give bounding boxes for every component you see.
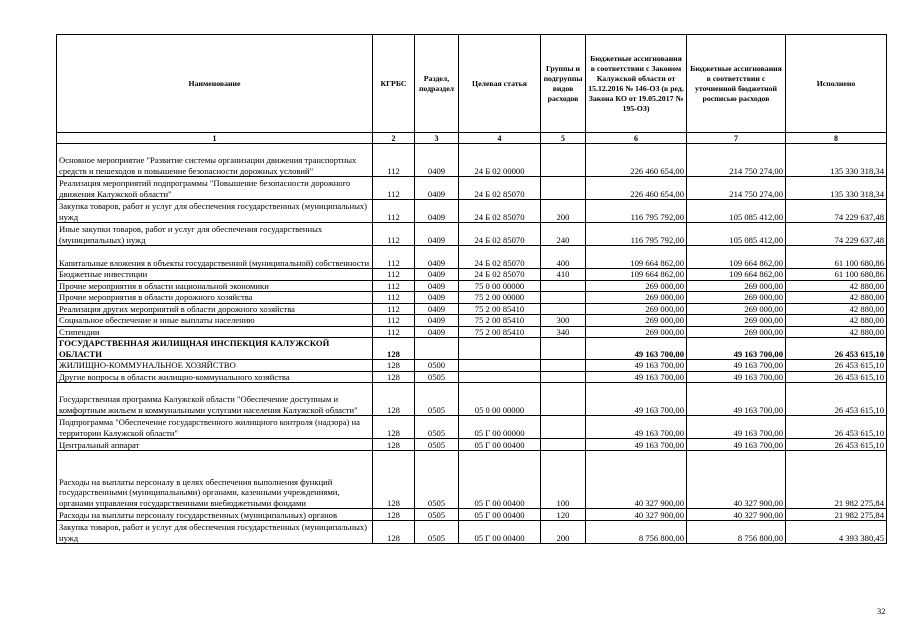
column-number: 4 <box>459 133 541 144</box>
row-executed: 42 880,00 <box>786 315 887 327</box>
row-executed: 42 880,00 <box>786 292 887 304</box>
row-kgrbs: 112 <box>373 303 415 315</box>
row-assign-refined: 8 756 800,00 <box>687 521 786 544</box>
row-executed: 42 880,00 <box>786 303 887 315</box>
row-name: ЖИЛИЩНО-КОММУНАЛЬНОЕ ХОЗЯЙСТВО <box>57 360 373 372</box>
row-name: Закупка товаров, работ и услуг для обеспечения государственных (муниципальных) нужд <box>57 521 373 544</box>
row-executed: 26 453 615,10 <box>786 383 887 416</box>
header-kgrbs: КГРБС <box>373 35 415 133</box>
table-row <box>57 223 887 246</box>
row-section: 0500 <box>415 360 459 372</box>
row-target: 05 Г 00 00400 <box>459 509 541 521</box>
row-section: 0409 <box>415 177 459 200</box>
table-row <box>57 451 887 509</box>
row-kgrbs: 112 <box>373 292 415 304</box>
table-row <box>57 144 887 177</box>
table-row <box>57 246 887 269</box>
row-assign-law: 116 795 792,00 <box>586 223 687 246</box>
row-target: 75 2 00 85410 <box>459 303 541 315</box>
table-row <box>57 200 887 223</box>
row-executed: 74 229 637,48 <box>786 200 887 223</box>
table-row <box>57 269 887 281</box>
row-group <box>541 338 586 360</box>
header-name: Наименование <box>57 35 373 133</box>
row-group: 300 <box>541 315 586 327</box>
row-assign-refined: 269 000,00 <box>687 303 786 315</box>
header-assign-refined: Бюджетные ассигнования в соответствии с уточненной бюджетной росписью расходов <box>687 35 786 133</box>
table-row <box>57 383 887 416</box>
row-assign-law: 269 000,00 <box>586 280 687 292</box>
row-assign-refined: 40 327 900,00 <box>687 451 786 509</box>
row-target: 05 Г 00 00400 <box>459 451 541 509</box>
row-section: 0409 <box>415 246 459 269</box>
row-section: 0409 <box>415 326 459 338</box>
row-assign-refined: 49 163 700,00 <box>687 338 786 360</box>
column-number: 1 <box>57 133 373 144</box>
row-section: 0505 <box>415 416 459 439</box>
row-target: 24 Б 02 85070 <box>459 246 541 269</box>
row-assign-refined: 214 750 274,00 <box>687 144 786 177</box>
row-section: 0409 <box>415 280 459 292</box>
row-assign-refined: 269 000,00 <box>687 315 786 327</box>
row-name: Центральный аппарат <box>57 439 373 451</box>
row-group: 410 <box>541 269 586 281</box>
row-name: Подпрограмма "Обеспечение государственного жилищного контроля (надзора) на территории Калужской области" <box>57 416 373 439</box>
column-number: 2 <box>373 133 415 144</box>
row-section: 0409 <box>415 292 459 304</box>
row-assign-law: 40 327 900,00 <box>586 509 687 521</box>
header-target: Целевая статья <box>459 35 541 133</box>
row-name: Реализация других мероприятий в области дорожного хозяйства <box>57 303 373 315</box>
row-target: 24 Б 02 85070 <box>459 223 541 246</box>
row-section: 0409 <box>415 144 459 177</box>
row-assign-law: 269 000,00 <box>586 315 687 327</box>
table-row <box>57 303 887 315</box>
row-group <box>541 303 586 315</box>
row-executed: 61 100 680,86 <box>786 246 887 269</box>
row-section: 0505 <box>415 521 459 544</box>
row-assign-refined: 105 085 412,00 <box>687 223 786 246</box>
row-kgrbs: 128 <box>373 338 415 360</box>
row-name: Капитальные вложения в объекты государственной (муниципальной) собственности <box>57 246 373 269</box>
row-executed: 135 330 318,34 <box>786 177 887 200</box>
row-assign-refined: 269 000,00 <box>687 326 786 338</box>
row-group <box>541 280 586 292</box>
row-group: 120 <box>541 509 586 521</box>
row-assign-law: 226 460 654,00 <box>586 177 687 200</box>
row-assign-law: 49 163 700,00 <box>586 338 687 360</box>
table-body <box>57 144 887 544</box>
row-name: Прочие мероприятия в области национальной экономики <box>57 280 373 292</box>
row-target: 75 2 00 85410 <box>459 315 541 327</box>
row-kgrbs: 112 <box>373 246 415 269</box>
row-group <box>541 360 586 372</box>
row-kgrbs: 112 <box>373 326 415 338</box>
row-assign-refined: 49 163 700,00 <box>687 371 786 383</box>
row-assign-refined: 269 000,00 <box>687 292 786 304</box>
row-target: 05 Г 00 00400 <box>459 521 541 544</box>
row-assign-law: 49 163 700,00 <box>586 416 687 439</box>
row-assign-refined: 109 664 862,00 <box>687 269 786 281</box>
row-kgrbs: 128 <box>373 521 415 544</box>
page-number: 32 <box>877 606 886 616</box>
row-section: 0505 <box>415 509 459 521</box>
row-kgrbs: 112 <box>373 269 415 281</box>
row-assign-refined: 214 750 274,00 <box>687 177 786 200</box>
budget-page <box>56 34 886 544</box>
table-row <box>57 292 887 304</box>
row-kgrbs: 112 <box>373 144 415 177</box>
row-target <box>459 371 541 383</box>
row-assign-law: 49 163 700,00 <box>586 439 687 451</box>
table-row <box>57 521 887 544</box>
row-section: 0505 <box>415 371 459 383</box>
row-executed: 135 330 318,34 <box>786 144 887 177</box>
row-target: 75 0 00 00000 <box>459 280 541 292</box>
row-target: 05 Г 00 00000 <box>459 416 541 439</box>
row-section: 0409 <box>415 269 459 281</box>
row-assign-law: 49 163 700,00 <box>586 360 687 372</box>
row-name: Стипендии <box>57 326 373 338</box>
row-name: Реализация мероприятий подпрограммы "Повышение безопасности дорожного движения Калужской области" <box>57 177 373 200</box>
row-section: 0409 <box>415 315 459 327</box>
row-name: Государственная программа Калужской области "Обеспечение доступным и комфортным жильем и коммунальными услугами населения Калужской области" <box>57 383 373 416</box>
row-assign-refined: 49 163 700,00 <box>687 439 786 451</box>
row-assign-refined: 49 163 700,00 <box>687 383 786 416</box>
row-kgrbs: 128 <box>373 360 415 372</box>
table-row <box>57 509 887 521</box>
header-section: Раздел, подраздел <box>415 35 459 133</box>
row-assign-law: 116 795 792,00 <box>586 200 687 223</box>
row-target <box>459 360 541 372</box>
table-row <box>57 326 887 338</box>
row-group: 240 <box>541 223 586 246</box>
table-row <box>57 280 887 292</box>
row-group: 200 <box>541 200 586 223</box>
row-executed: 74 229 637,48 <box>786 223 887 246</box>
row-assign-law: 8 756 800,00 <box>586 521 687 544</box>
row-name: ГОСУДАРСТВЕННАЯ ЖИЛИЩНАЯ ИНСПЕКЦИЯ КАЛУЖСКОЙ ОБЛАСТИ <box>57 338 373 360</box>
row-executed: 4 393 380,45 <box>786 521 887 544</box>
row-kgrbs: 128 <box>373 451 415 509</box>
row-assign-law: 49 163 700,00 <box>586 371 687 383</box>
row-name: Прочие мероприятия в области дорожного хозяйства <box>57 292 373 304</box>
row-assign-law: 226 460 654,00 <box>586 144 687 177</box>
row-kgrbs: 128 <box>373 416 415 439</box>
row-executed: 26 453 615,10 <box>786 371 887 383</box>
row-section: 0409 <box>415 200 459 223</box>
row-kgrbs: 128 <box>373 383 415 416</box>
table-row <box>57 371 887 383</box>
row-section: 0409 <box>415 303 459 315</box>
row-kgrbs: 112 <box>373 280 415 292</box>
row-name: Иные закупки товаров, работ и услуг для обеспечения государственных (муниципальных) нужд <box>57 223 373 246</box>
row-executed: 42 880,00 <box>786 326 887 338</box>
row-group <box>541 292 586 304</box>
row-assign-law: 40 327 900,00 <box>586 451 687 509</box>
row-section <box>415 338 459 360</box>
row-assign-law: 49 163 700,00 <box>586 383 687 416</box>
header-executed: Исполнено <box>786 35 887 133</box>
row-group: 200 <box>541 521 586 544</box>
row-section: 0505 <box>415 451 459 509</box>
header-groups: Группы и подгруппы видов расходов <box>541 35 586 133</box>
row-executed: 21 982 275,84 <box>786 509 887 521</box>
column-number-row <box>57 133 887 144</box>
row-target: 75 2 00 00000 <box>459 292 541 304</box>
row-kgrbs: 112 <box>373 177 415 200</box>
row-target <box>459 338 541 360</box>
row-assign-refined: 40 327 900,00 <box>687 509 786 521</box>
row-group: 400 <box>541 246 586 269</box>
column-number: 6 <box>586 133 687 144</box>
row-group <box>541 416 586 439</box>
row-group: 100 <box>541 451 586 509</box>
row-section: 0409 <box>415 223 459 246</box>
row-target: 24 Б 02 85070 <box>459 177 541 200</box>
row-assign-refined: 105 085 412,00 <box>687 200 786 223</box>
row-name: Закупка товаров, работ и услуг для обеспечения государственных (муниципальных) нужд <box>57 200 373 223</box>
header-row <box>57 35 887 133</box>
row-target: 75 2 00 85410 <box>459 326 541 338</box>
row-group <box>541 371 586 383</box>
row-target: 24 Б 02 00000 <box>459 144 541 177</box>
table-row <box>57 439 887 451</box>
row-group <box>541 383 586 416</box>
row-group <box>541 144 586 177</box>
row-kgrbs: 128 <box>373 371 415 383</box>
row-assign-refined: 49 163 700,00 <box>687 360 786 372</box>
column-number: 7 <box>687 133 786 144</box>
column-number: 3 <box>415 133 459 144</box>
row-name: Основное мероприятие "Развитие системы организации движения транспортных средств и пешеходов и повышение безопасности дорожных условий" <box>57 144 373 177</box>
row-assign-law: 109 664 862,00 <box>586 269 687 281</box>
table-row <box>57 315 887 327</box>
row-assign-law: 269 000,00 <box>586 303 687 315</box>
column-number: 5 <box>541 133 586 144</box>
row-executed: 61 100 680,86 <box>786 269 887 281</box>
row-assign-law: 269 000,00 <box>586 326 687 338</box>
row-kgrbs: 112 <box>373 223 415 246</box>
table-row <box>57 338 887 360</box>
row-executed: 26 453 615,10 <box>786 360 887 372</box>
table-row <box>57 360 887 372</box>
row-group <box>541 439 586 451</box>
budget-table <box>56 34 887 544</box>
header-assign-law: Бюджетные ассигнования в соответствии с Законом Калужской области от 15.12.2016 № 146-ОЗ (в ред. Закона КО от 19.05.2017 № 195-ОЗ) <box>586 35 687 133</box>
row-executed: 26 453 615,10 <box>786 439 887 451</box>
row-name: Другие вопросы в области жилищно-коммунального хозяйства <box>57 371 373 383</box>
row-name: Бюджетные инвестиции <box>57 269 373 281</box>
row-name: Расходы на выплаты персоналу государственных (муниципальных) органов <box>57 509 373 521</box>
row-executed: 26 453 615,10 <box>786 416 887 439</box>
row-target: 24 Б 02 85070 <box>459 200 541 223</box>
row-section: 0505 <box>415 383 459 416</box>
row-target: 24 Б 02 85070 <box>459 269 541 281</box>
row-executed: 21 982 275,84 <box>786 451 887 509</box>
row-target: 05 0 00 00000 <box>459 383 541 416</box>
table-row <box>57 416 887 439</box>
row-assign-refined: 109 664 862,00 <box>687 246 786 269</box>
row-group <box>541 177 586 200</box>
row-kgrbs: 128 <box>373 509 415 521</box>
column-number: 8 <box>786 133 887 144</box>
row-assign-refined: 269 000,00 <box>687 280 786 292</box>
row-assign-refined: 49 163 700,00 <box>687 416 786 439</box>
row-group: 340 <box>541 326 586 338</box>
row-assign-law: 269 000,00 <box>586 292 687 304</box>
row-assign-law: 109 664 862,00 <box>586 246 687 269</box>
row-section: 0505 <box>415 439 459 451</box>
row-kgrbs: 128 <box>373 439 415 451</box>
row-name: Социальное обеспечение и иные выплаты населению <box>57 315 373 327</box>
table-row <box>57 177 887 200</box>
row-kgrbs: 112 <box>373 315 415 327</box>
row-kgrbs: 112 <box>373 200 415 223</box>
row-name: Расходы на выплаты персоналу в целях обеспечения выполнения функций государственными (муниципальными) органами, казенными учреждениями, органами управления государственными внебюджетными фондами <box>57 451 373 509</box>
row-target: 05 Г 00 00400 <box>459 439 541 451</box>
row-executed: 42 880,00 <box>786 280 887 292</box>
row-executed: 26 453 615,10 <box>786 338 887 360</box>
